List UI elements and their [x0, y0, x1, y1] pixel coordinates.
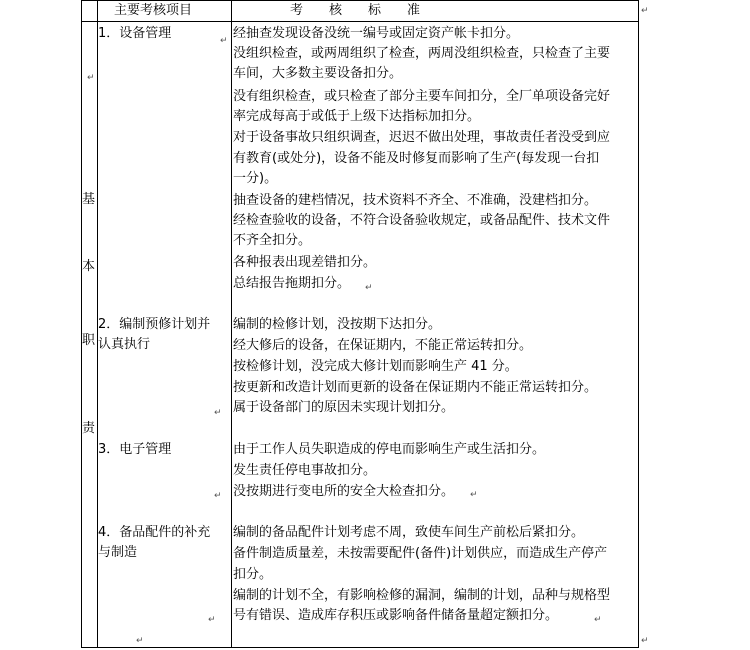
- side-label-char: 基: [82, 192, 96, 207]
- paragraph-mark-icon: ↵: [365, 283, 373, 293]
- criteria-line: 由于工作人员失职造成的停电而影响生产或生活扣分。: [233, 442, 546, 457]
- paragraph-mark-icon: ↵: [220, 36, 228, 46]
- criteria-line: 属于设备部门的原因未实现计划扣分。: [233, 400, 455, 415]
- paragraph-mark-icon: ↵: [87, 73, 95, 83]
- criteria-line: 编制的备品配件计划考虑不周，致使车间生产前松后紧扣分。: [233, 525, 585, 540]
- header-item-column: 主要考核项目: [114, 3, 193, 18]
- criteria-line: 号有错误、造成库存积压或影响备件储备量超定额扣分。: [233, 608, 559, 623]
- paragraph-mark-icon: ↵: [214, 491, 222, 501]
- criteria-line: 总结报告拖期扣分。: [233, 276, 351, 291]
- criteria-line: 按检修计划，没完成大修计划而影响生产 41 分。: [233, 359, 518, 374]
- criteria-line: 对于设备事故只组织调查，迟迟不做出处理，事故责任者没受到应: [233, 130, 611, 145]
- criteria-line: 编制的计划不全，有影响检修的漏洞，编制的计划，品种与规格型: [233, 588, 611, 603]
- section-title: 3．电子管理: [98, 442, 172, 457]
- header-divider: [81, 21, 638, 22]
- paragraph-mark-icon: ↵: [214, 408, 222, 418]
- criteria-line: 一分)。: [233, 171, 278, 186]
- criteria-line: 各种报表出现差错扣分。: [233, 255, 377, 270]
- criteria-line: 率完成每高于或低于上级下达指标加扣分。: [233, 109, 481, 124]
- criteria-line: 经大修后的设备，在保证期内，不能正常运转扣分。: [233, 338, 533, 353]
- criteria-line: 扣分。: [233, 567, 273, 582]
- criteria-line: 不齐全扣分。: [233, 233, 312, 248]
- paragraph-mark-icon: ↵: [470, 490, 478, 500]
- paragraph-mark-icon: ↵: [641, 6, 649, 16]
- side-label-char: 职: [82, 333, 96, 348]
- criteria-line: 发生责任停电事故扣分。: [233, 463, 377, 478]
- criteria-line: 备件制造质量差，未按需要配件(备件)计划供应，而造成生产停产: [233, 546, 608, 561]
- side-label-char: 责: [82, 421, 96, 436]
- section-title: 1．设备管理: [98, 26, 172, 41]
- criteria-line: 编制的检修计划，没按期下达扣分。: [233, 317, 442, 332]
- paragraph-mark-icon: ↵: [641, 636, 649, 646]
- section-title: 认真执行: [98, 337, 151, 352]
- criteria-line: 抽查设备的建档情况，技术资料不齐全、不准确，没建档扣分。: [233, 193, 598, 208]
- criteria-line: 没按期进行变电所的安全大检查扣分。: [233, 484, 455, 499]
- criteria-line: 车间，大多数主要设备扣分。: [233, 66, 403, 81]
- section-title: 2．编制预修计划并: [98, 317, 211, 332]
- paragraph-mark-icon: ↵: [594, 615, 602, 625]
- criteria-line: 没组织检查，或两周组织了检查，两周没组织检查，只检查了主要: [233, 46, 611, 61]
- criteria-line: 没有组织检查，或只检查了部分主要车间扣分，全厂单项设备完好: [233, 89, 611, 104]
- side-label-char: 本: [82, 259, 96, 274]
- section-title: 4．备品配件的补充: [98, 525, 211, 540]
- criteria-line: 按更新和改造计划而更新的设备在保证期内不能正常运转扣分。: [233, 380, 598, 395]
- criteria-line: 经抽查发现设备没统一编号或固定资产帐卡扣分。: [233, 26, 520, 41]
- paragraph-mark-icon: ↵: [136, 636, 144, 646]
- section-title: 与制造: [98, 545, 138, 560]
- item-column-divider: [231, 0, 232, 648]
- header-standard-column: 考 核 标 准: [290, 3, 421, 18]
- criteria-line: 经检查验收的设备，不符合设备验收规定，或备品配件、技术文件: [233, 213, 611, 228]
- criteria-line: 有教育(或处分)，设备不能及时修复而影响了生产(每发现一台扣: [233, 151, 600, 166]
- paragraph-mark-icon: ↵: [208, 615, 216, 625]
